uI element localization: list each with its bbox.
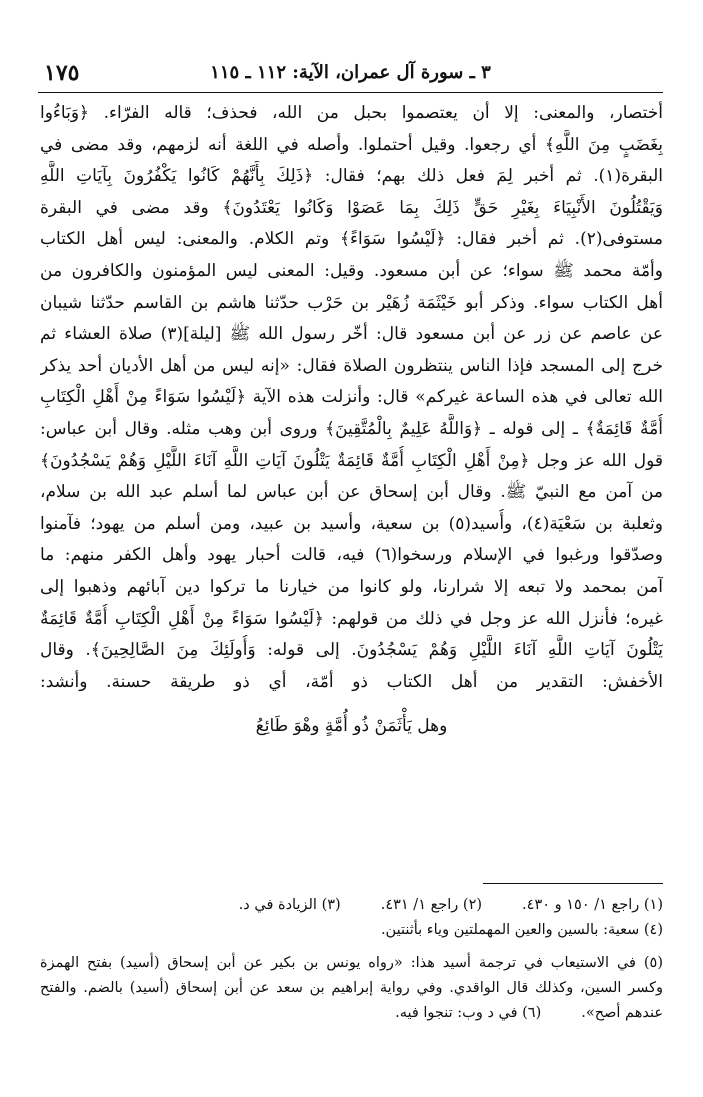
text-line: عن عاصم عن زر عن أبن مسعود قال: أخّر رسول الله ﷺ [ليلة](٣) صلاة العشاء ثم [40,324,663,345]
text-line: من آمن مع النبيّ ﷺ. وقال أبن إسحاق عن أبن عباس لما أسلم عبد الله بن سلام، [40,482,663,503]
text-line: أُمَّةٌ قَائِمَةٌ﴾ ـ إلى قوله ـ ﴿وَاللَّهُ عَلِيمٌ بِالْمُتَّقِينَ﴾ وروى أبن وهب مثله. وقال أبن عباس: [40,418,663,439]
footnote-1: (١) راجع ١/ ١٥٠ و ٤٣٠. [522,897,663,913]
text-line: يَتْلُونَ آيَاتِ اللَّهِ آنَاءَ اللَّيْلِ وَهُمْ يَسْجُدُونَ. إلى قوله: وَأُولَئِكَ مِنَ الصَّالِحِينَ﴾. وقال [40,640,663,661]
text-line: مستوفى(٢). ثم أخبر فقال: ﴿لَيْسُوا سَوَاءً﴾ وتم الكلام. والمعنى: ليس أهل الكتاب [40,229,663,250]
page-number: ١٧٥ [44,60,80,86]
page-header [38,52,663,93]
text-line: أختصار، والمعنى: إلا أن يعتصموا بحبل من الله، فحذف؛ قاله الفرّاء. ﴿وَبَاءُوا [40,103,663,123]
text-line: الله تعالى في هذه الساعة غيركم» قال: وأنزلت هذه الآية ﴿لَيْسُوا سَوَاءً مِنْ أَهْلِ الْكِتَابِ [40,387,663,408]
text-line: البقرة(١). ثم أخبر لِمَ فعل ذلك بهم؛ فقال: ﴿ذَلِكَ بِأَنَّهُمْ كَانُوا يَكْفُرُونَ بِآيَاتِ اللَّهِ [40,166,663,187]
footnote-3: (٣) الزيادة في د. [238,897,341,913]
footnote-6: (٦) في د وب: تنجوا فيه. [395,1005,542,1021]
footnote-5-line-2: وكسر السين، وكذلك قال الواقدي. وفي رواية إبراهيم بن سعد عن أبن إسحاق (أسيد) بالضم. والفتح [40,980,663,996]
text-line: قول الله عز وجل ﴿مِنْ أَهْلِ الْكِتَابِ أُمَّةٌ قَائِمَةٌ يَتْلُونَ آيَاتِ اللَّهِ آنَاءَ اللَّيْلِ وَهُمْ يَسْجُدُونَ﴾ [40,450,663,471]
footnote-5-line-3: عندهم أصح». [581,1005,663,1021]
text-line: وَيَقْتُلُونَ الأَنْبِيَاءَ بِغَيْرِ حَقٍّ ذَلِكَ بِمَا عَصَوْا وَكَانُوا يَعْتَدُونَ﴾ وقد مضى في البقرة [40,197,663,218]
running-head: ٣ ـ سورة آل عمران، الآية: ١١٢ ـ ١١٥ [210,62,491,83]
footnotes [40,893,663,1026]
text-line: الأخفش: التقدير من أهل الكتاب ذو أمّة، أي ذو طريقة حسنة. وأنشد: [40,671,663,692]
footnote-divider [483,883,663,884]
text-line: غيره؛ فأنزل الله عز وجل في ذلك من قولهم: ﴿لَيْسُوا سَوَاءً مِنْ أَهْلِ الْكِتَابِ أُمَّةٌ قَائِمَةٌ [40,608,663,629]
text-line: آمن بمحمد ولا تبعه إلا شرارنا، ولو كانوا من خيارنا ما تركوا دين آبائهم وذهبوا إلى [40,576,663,597]
footnote-row [40,1001,663,1026]
text-line: أهل الكتاب سواء. وذكر أبو خَيْثَمَة زُهَيْر بن حَرْب حدّثنا هاشم بن القاسم حدّثنا شيبان [40,292,663,313]
text-line: بِغَضَبٍ مِنَ اللَّهِ﴾ أي رجعوا. وقيل أحتملوا. وأصله في اللغة أنه لزمهم، وقد مضى في [40,134,663,155]
footnote-4: (٤) سعية: بالسين والعين المهملتين وياء بأثنتين. [380,922,663,938]
footnote-2: (٢) راجع ١/ ٤٣١. [380,897,483,913]
body-text [40,98,663,746]
footnote-row [40,893,663,918]
poetry-verse: وهل يَأْثَمَنْ ذُو أُمَّةٍ وهْوَ طَائِعُ [255,716,448,737]
footnote-5-line-1: (٥) في الاستيعاب في ترجمة أسيد هذا: «رواه يونس بن بكير عن أبن إسحاق (أسيد) بفتح الهمزة [40,955,663,971]
text-line: وصدّقوا ورغبوا في الإسلام ورسخوا(٦) فيه، قالت أحبار يهود وأهل الكفر منهم: ما [40,545,663,566]
text-line: وأمّة محمد ﷺ سواء؛ عن أبن مسعود. وقيل: المعنى ليس المؤمنون والكافرون من [40,260,663,281]
text-line: خرج إلى المسجد فإذا الناس ينتظرون الصلاة فقال: «إنه ليس من أهل الأديان أحد يذكر [40,355,663,376]
text-line: وثعلبة بن سَعْيَة(٤)، وأُسيد(٥) بن سعية، وأسيد بن عبيد، ومن أسلم من يهود؛ فآمنوا [40,513,663,534]
